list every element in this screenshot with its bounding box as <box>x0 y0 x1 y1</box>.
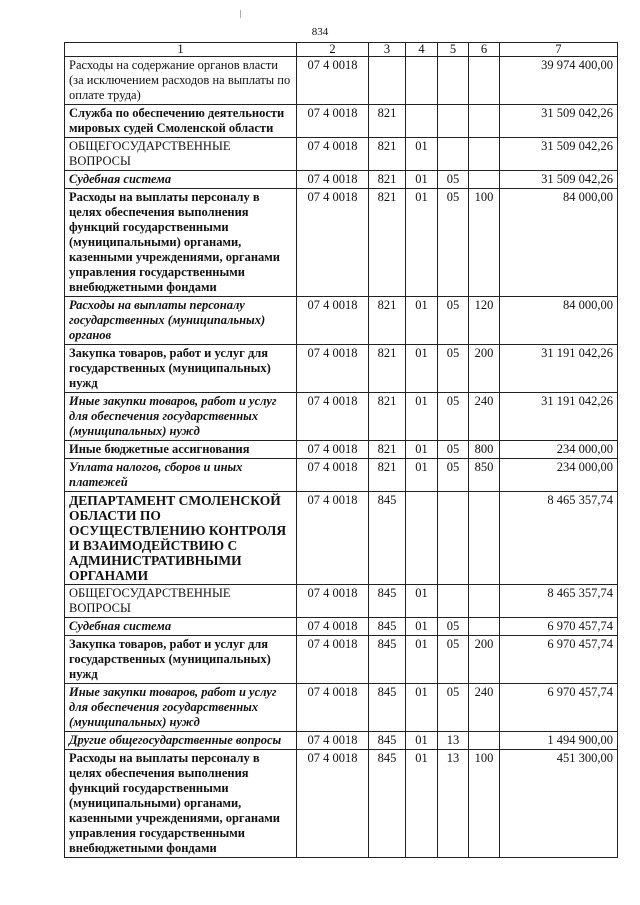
row-expense-type-code <box>469 585 500 618</box>
table-row <box>65 393 618 441</box>
row-expense-type-code <box>469 171 500 189</box>
row-expense-type-code <box>469 138 500 171</box>
row-department-code: 845 <box>369 750 406 858</box>
row-name: ОБЩЕГОСУДАРСТВЕННЫЕ ВОПРОСЫ <box>65 138 297 171</box>
row-department-code: 821 <box>369 171 406 189</box>
row-section-code <box>406 105 438 138</box>
row-amount: 84 000,00 <box>500 297 618 345</box>
row-name: ДЕПАРТАМЕНТ СМОЛЕНСКОЙ ОБЛАСТИ ПО ОСУЩЕСТВЛЕНИЮ КОНТРОЛЯ И ВЗАИМОДЕЙСТВИЮ С АДМИНИСТРАТИВНЫМИ ОРГАНАМИ <box>65 492 297 585</box>
table-row <box>65 57 618 105</box>
row-expense-type-code: 100 <box>469 750 500 858</box>
row-amount: 8 465 357,74 <box>500 585 618 618</box>
row-target-article: 07 4 0018 <box>297 297 369 345</box>
row-target-article: 07 4 0018 <box>297 441 369 459</box>
row-subsection-code <box>438 492 469 585</box>
row-section-code: 01 <box>406 138 438 171</box>
row-target-article: 07 4 0018 <box>297 57 369 105</box>
row-target-article: 07 4 0018 <box>297 189 369 297</box>
header-col-5: 5 <box>438 43 469 57</box>
row-department-code: 845 <box>369 492 406 585</box>
row-expense-type-code <box>469 57 500 105</box>
row-name: Судебная система <box>65 618 297 636</box>
table-row <box>65 441 618 459</box>
row-section-code: 01 <box>406 684 438 732</box>
table-row <box>65 459 618 492</box>
row-name: Закупка товаров, работ и услуг для государственных (муниципальных) нужд <box>65 636 297 684</box>
row-expense-type-code: 800 <box>469 441 500 459</box>
row-subsection-code <box>438 57 469 105</box>
row-name: Расходы на выплаты персоналу государственных (муниципальных) органов <box>65 297 297 345</box>
row-amount: 31 509 042,26 <box>500 105 618 138</box>
row-target-article: 07 4 0018 <box>297 492 369 585</box>
row-department-code: 845 <box>369 684 406 732</box>
row-department-code: 821 <box>369 297 406 345</box>
row-target-article: 07 4 0018 <box>297 636 369 684</box>
row-subsection-code: 05 <box>438 171 469 189</box>
row-name: Уплата налогов, сборов и иных платежей <box>65 459 297 492</box>
row-subsection-code: 05 <box>438 441 469 459</box>
row-expense-type-code: 850 <box>469 459 500 492</box>
row-amount: 234 000,00 <box>500 459 618 492</box>
row-amount: 1 494 900,00 <box>500 732 618 750</box>
table-row <box>65 171 618 189</box>
row-name: Иные бюджетные ассигнования <box>65 441 297 459</box>
row-department-code: 821 <box>369 105 406 138</box>
row-subsection-code <box>438 105 469 138</box>
row-target-article: 07 4 0018 <box>297 105 369 138</box>
row-section-code: 01 <box>406 618 438 636</box>
row-expense-type-code <box>469 105 500 138</box>
row-subsection-code: 13 <box>438 732 469 750</box>
row-target-article: 07 4 0018 <box>297 171 369 189</box>
row-amount: 31 191 042,26 <box>500 393 618 441</box>
row-subsection-code <box>438 138 469 171</box>
row-target-article: 07 4 0018 <box>297 459 369 492</box>
row-expense-type-code <box>469 492 500 585</box>
row-amount: 31 509 042,26 <box>500 171 618 189</box>
row-amount: 8 465 357,74 <box>500 492 618 585</box>
row-section-code: 01 <box>406 441 438 459</box>
row-subsection-code: 05 <box>438 618 469 636</box>
row-expense-type-code: 200 <box>469 345 500 393</box>
row-target-article: 07 4 0018 <box>297 684 369 732</box>
row-department-code: 845 <box>369 636 406 684</box>
row-department-code: 821 <box>369 189 406 297</box>
row-amount: 39 974 400,00 <box>500 57 618 105</box>
row-amount: 451 300,00 <box>500 750 618 858</box>
header-col-7: 7 <box>500 43 618 57</box>
header-col-4: 4 <box>406 43 438 57</box>
table-row <box>65 189 618 297</box>
table-row <box>65 750 618 858</box>
row-amount: 6 970 457,74 <box>500 618 618 636</box>
row-name: Расходы на выплаты персоналу в целях обеспечения выполнения функций государственными (муниципальными) органами, казенными учреждениями, органами управления государственными внебюджетными фондами <box>65 189 297 297</box>
row-department-code: 821 <box>369 459 406 492</box>
row-section-code <box>406 492 438 585</box>
row-department-code: 821 <box>369 441 406 459</box>
row-name: Другие общегосударственные вопросы <box>65 732 297 750</box>
row-subsection-code: 05 <box>438 345 469 393</box>
row-department-code: 821 <box>369 138 406 171</box>
row-section-code: 01 <box>406 345 438 393</box>
table-body <box>65 57 618 858</box>
budget-table <box>64 42 618 858</box>
header-row <box>65 43 618 57</box>
table-row <box>65 297 618 345</box>
row-expense-type-code: 200 <box>469 636 500 684</box>
header-col-1: 1 <box>65 43 297 57</box>
row-section-code: 01 <box>406 750 438 858</box>
row-department-code: 821 <box>369 345 406 393</box>
row-name: Расходы на содержание органов власти (за исключением расходов на выплаты по оплате труда) <box>65 57 297 105</box>
row-department-code: 821 <box>369 393 406 441</box>
scan-mark <box>240 10 241 18</box>
row-target-article: 07 4 0018 <box>297 138 369 171</box>
row-subsection-code: 05 <box>438 297 469 345</box>
table-row <box>65 618 618 636</box>
row-name: Судебная система <box>65 171 297 189</box>
row-section-code: 01 <box>406 585 438 618</box>
row-expense-type-code <box>469 732 500 750</box>
table-row <box>65 138 618 171</box>
row-target-article: 07 4 0018 <box>297 750 369 858</box>
row-subsection-code: 13 <box>438 750 469 858</box>
row-expense-type-code: 120 <box>469 297 500 345</box>
row-target-article: 07 4 0018 <box>297 585 369 618</box>
row-section-code: 01 <box>406 393 438 441</box>
row-expense-type-code: 240 <box>469 393 500 441</box>
row-section-code: 01 <box>406 636 438 684</box>
row-name: ОБЩЕГОСУДАРСТВЕННЫЕ ВОПРОСЫ <box>65 585 297 618</box>
row-department-code: 845 <box>369 618 406 636</box>
row-amount: 6 970 457,74 <box>500 636 618 684</box>
row-subsection-code: 05 <box>438 684 469 732</box>
row-target-article: 07 4 0018 <box>297 732 369 750</box>
row-section-code: 01 <box>406 732 438 750</box>
header-col-3: 3 <box>369 43 406 57</box>
row-department-code <box>369 57 406 105</box>
page-number: 834 <box>311 26 329 38</box>
row-amount: 31 509 042,26 <box>500 138 618 171</box>
row-department-code: 845 <box>369 585 406 618</box>
row-expense-type-code: 100 <box>469 189 500 297</box>
table-row <box>65 585 618 618</box>
row-name: Иные закупки товаров, работ и услуг для обеспечения государственных (муниципальных) нужд <box>65 393 297 441</box>
row-target-article: 07 4 0018 <box>297 618 369 636</box>
table-row <box>65 345 618 393</box>
table-row <box>65 492 618 585</box>
table-row <box>65 105 618 138</box>
row-subsection-code: 05 <box>438 459 469 492</box>
row-expense-type-code <box>469 618 500 636</box>
row-expense-type-code: 240 <box>469 684 500 732</box>
header-col-2: 2 <box>297 43 369 57</box>
row-amount: 31 191 042,26 <box>500 345 618 393</box>
row-subsection-code <box>438 585 469 618</box>
table-row <box>65 684 618 732</box>
table-row <box>65 636 618 684</box>
header-col-6: 6 <box>469 43 500 57</box>
row-name: Закупка товаров, работ и услуг для государственных (муниципальных) нужд <box>65 345 297 393</box>
row-name: Служба по обеспечению деятельности мировых судей Смоленской области <box>65 105 297 138</box>
row-name: Расходы на выплаты персоналу в целях обеспечения выполнения функций государственными (муниципальными) органами, казенными учреждениями, органами управления государственными внебюджетными фондами <box>65 750 297 858</box>
table-row <box>65 732 618 750</box>
row-amount: 234 000,00 <box>500 441 618 459</box>
row-section-code: 01 <box>406 459 438 492</box>
row-amount: 6 970 457,74 <box>500 684 618 732</box>
row-name: Иные закупки товаров, работ и услуг для обеспечения государственных (муниципальных) нужд <box>65 684 297 732</box>
row-subsection-code: 05 <box>438 636 469 684</box>
row-amount: 84 000,00 <box>500 189 618 297</box>
row-subsection-code: 05 <box>438 189 469 297</box>
row-target-article: 07 4 0018 <box>297 393 369 441</box>
row-section-code <box>406 57 438 105</box>
row-section-code: 01 <box>406 297 438 345</box>
row-department-code: 845 <box>369 732 406 750</box>
row-section-code: 01 <box>406 171 438 189</box>
row-section-code: 01 <box>406 189 438 297</box>
row-subsection-code: 05 <box>438 393 469 441</box>
row-target-article: 07 4 0018 <box>297 345 369 393</box>
